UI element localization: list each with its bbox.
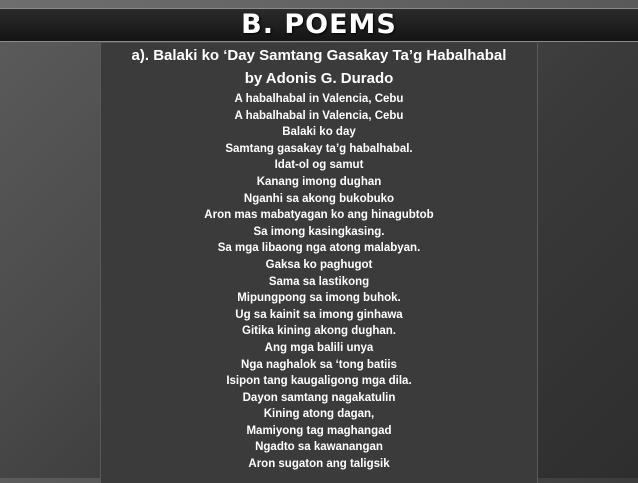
poem-line: Nganhi sa akong bukobuko [243, 192, 395, 205]
poem-line: Gaksa ko paghugot [265, 258, 373, 271]
poem-line: Ngadto sa kawanangan [255, 441, 383, 454]
poem-line: Mamiyong tag maghangad [246, 424, 392, 437]
poem-line: Isipon tang kaugaligong mga dila. [226, 375, 412, 388]
poem-line: Dayon samtang nagakatulin [242, 391, 396, 404]
poem-title: a). Balaki ko ‘Day Samtang Gasakay Ta’g Habalhabal [131, 47, 507, 64]
top-decor-strip [0, 0, 638, 8]
poem-line: Balaki ko day [282, 126, 356, 139]
poem-author: by Adonis G. Durado [244, 70, 394, 87]
poem-line: Kanang imong dughan [256, 175, 382, 188]
poem-line: Samtang gasakay ta’g habalhabal. [225, 142, 413, 155]
poem-line: Idat-ol og samut [274, 159, 364, 172]
poem-line: Gitika kining akong dughan. [242, 325, 396, 338]
poem-lines [100, 91, 538, 473]
poem-line: Nga naghalok sa ‘tong batiis [241, 358, 397, 371]
poem-line: Ang mga balili unya [264, 341, 374, 354]
slide-title: B. POEMS [241, 9, 397, 40]
poem-line: A habalhabal in Valencia, Cebu [234, 109, 404, 122]
poem-line: Sama sa lastikong [268, 275, 370, 288]
poem-line: Sa mga libaong nga atong malabyan. [217, 242, 421, 255]
poem-line: Aron mas mabatyagan ko ang hinagubtob [204, 209, 434, 222]
poem-line: Ug sa kainit sa imong ginhawa [235, 308, 403, 321]
poem-line: Aron sugaton ang taligsik [248, 458, 390, 471]
poem-line: Kining atong dagan, [263, 408, 375, 421]
poem-line: Sa imong kasingkasing. [253, 225, 385, 238]
poem-line: A habalhabal in Valencia, Cebu [234, 93, 404, 105]
poem-line: Mipungpong sa imong buhok. [237, 292, 401, 305]
